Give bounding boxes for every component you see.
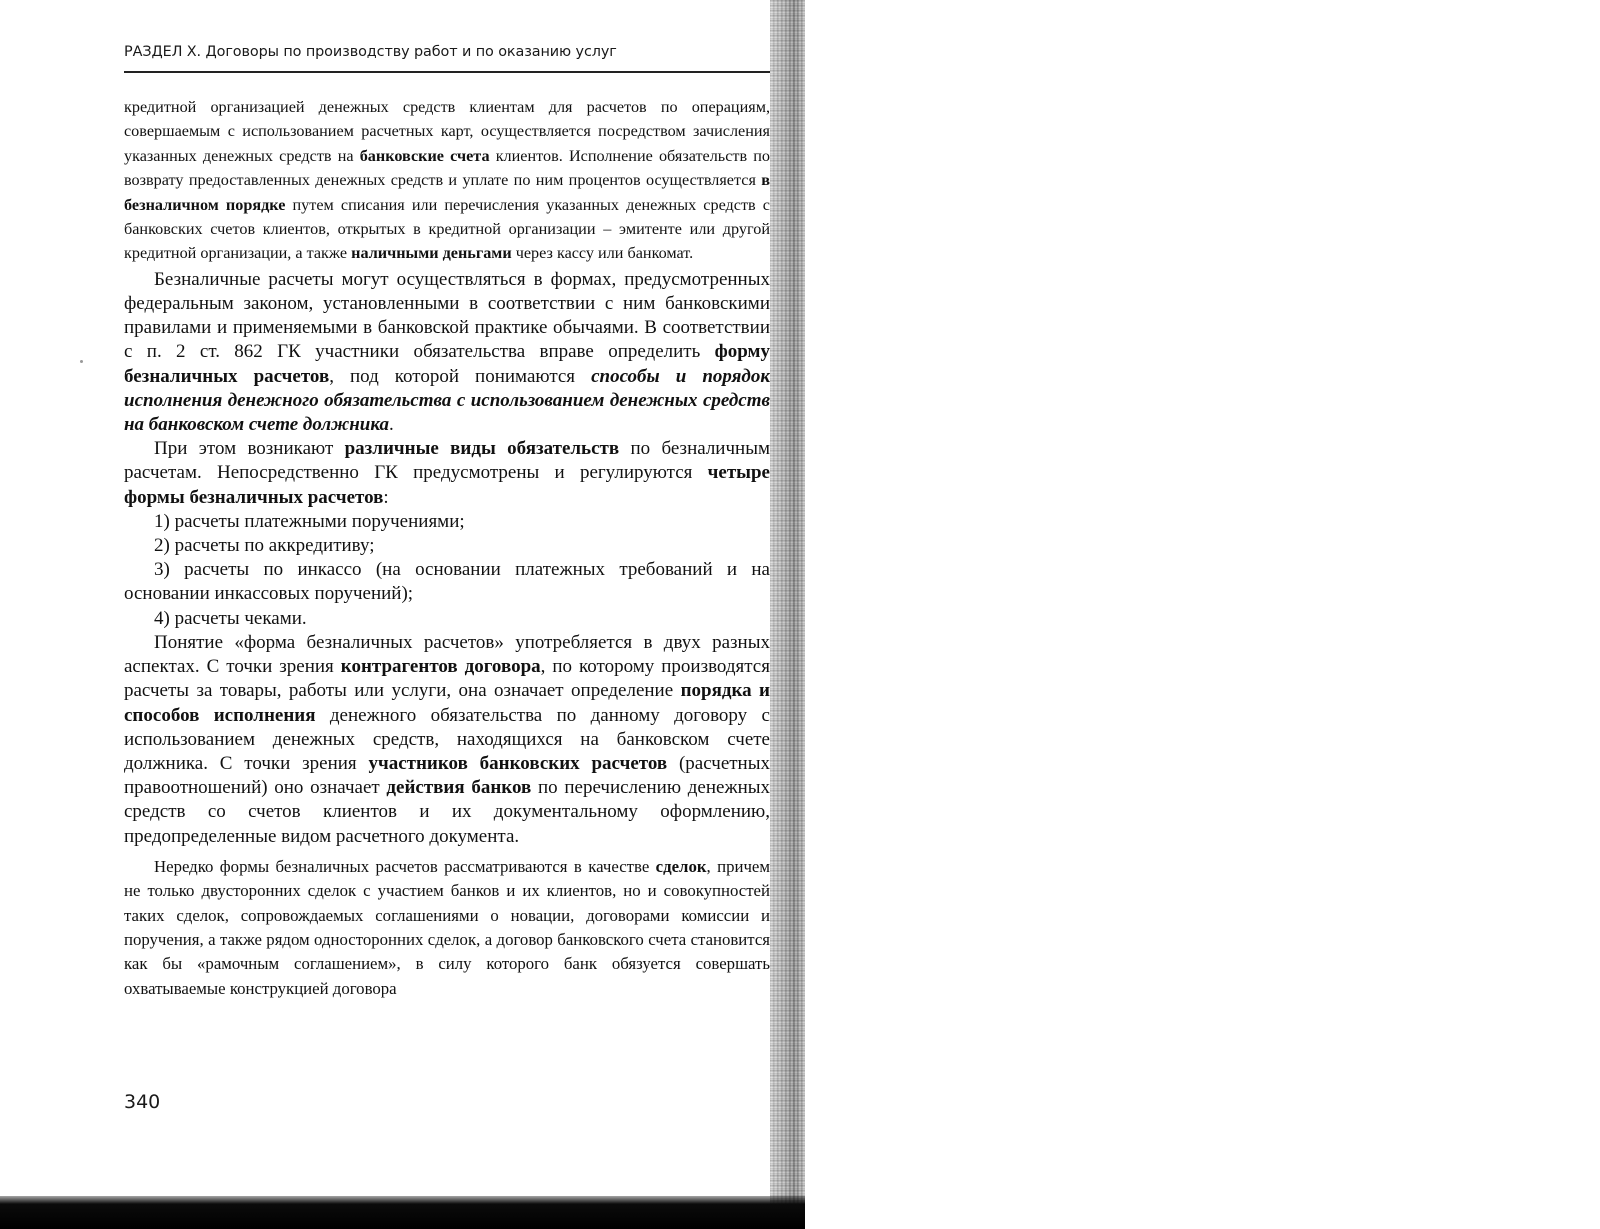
text-run: При этом возникают — [154, 438, 345, 460]
paragraph — [124, 437, 770, 510]
emphasis-text: участников банковских расчетов — [368, 752, 668, 774]
emphasis-text: порядка и способов исполнения — [124, 680, 771, 726]
text-run: путем списания или перечисления указанных денежных средств с банковских счетов клиентов, открытых в кредитной организации – эмитенте или другой кредитной организации, а также — [124, 195, 770, 263]
text-run: Понятие «форма безналичных расчетов» употребляется в двух разных аспектах. С точки зрения — [124, 631, 770, 678]
text-run: (расчетных правоотношений) оно означает — [124, 752, 770, 799]
text-run: 1) расчеты платежными поручениями; — [154, 510, 465, 532]
list-item — [124, 607, 770, 631]
text-run: по безналичным расчетам. Непосредственно ГК предусмотрены и регулируются — [124, 438, 770, 484]
text-run: , причем не только двусторонних сделок с участием банков и их клиентов, но и совокупностей таких сделок, сопровождаемых соглашениями о новации, договорами комиссии и поручения, а также рядом односторонних сделок, а договор банковского счета становится как бы «рамочным соглашением», в силу которого банк обязуется совершать охватываемые конструкцией договора — [124, 856, 770, 998]
paragraph — [124, 268, 770, 437]
running-head: РАЗДЕЛ X. Договоры по производству работ и по оказанию услуг — [124, 44, 617, 60]
paragraph — [124, 855, 770, 1001]
text-run: денежного обязательства по данному договору с использованием денежных средств, находящихся на банковском счете должника. С точки зрения — [124, 704, 770, 774]
binding-gutter — [770, 0, 805, 1229]
list-item — [124, 558, 770, 606]
emphasis-text: различные виды обязательств — [344, 438, 620, 460]
emphasis-text: сделок — [655, 856, 707, 876]
text-run: . — [388, 414, 394, 436]
text-run: , по которому производятся расчеты за товары, работы или услуги, она означает определение — [124, 656, 770, 702]
paragraph — [124, 95, 770, 266]
text-run: по перечислению денежных средств со счетов клиентов и их документальному оформлению, предопределенные видом расчетного документа. — [124, 777, 770, 847]
text-run: 3) расчеты по инкассо (на основании платежных требований и на основании инкассовых поручений); — [124, 559, 770, 605]
scan-bottom-shadow — [0, 1196, 805, 1229]
text-run: через кассу или банкомат. — [511, 244, 694, 263]
text-run: кредитной организацией денежных средств клиентам для расчетов по операциям, совершаемым с использованием расчетных карт, осуществляется посредством зачисления указанных денежных средств на — [124, 98, 770, 165]
text-run: : — [383, 486, 389, 508]
emphasis-text: наличными деньгами — [351, 244, 512, 263]
emphasis-text: четыре формы безналичных расчетов — [124, 462, 770, 508]
emphasis-text: в безналичном порядке — [124, 171, 770, 214]
page-number: 340 — [124, 1091, 161, 1113]
list-item — [124, 510, 770, 534]
emphasis-text: банковские счета — [359, 146, 490, 165]
text-run: Безналичные расчеты могут осуществляться в формах, предусмотренных федеральным законом, установленными в соответствии с ним банковскими правилами и применяемыми в банковской практике обычаями. В соответствии с п. 2 ст. 862 ГК участники обязательства вправе определить — [124, 268, 770, 363]
header-rule — [124, 71, 770, 73]
text-run: , под которой понимаются — [329, 365, 592, 387]
body-text — [124, 95, 770, 1001]
list-item — [124, 534, 770, 558]
paragraph — [124, 631, 770, 849]
emphasis-text: способы и порядок исполнения денежного обязательства с использованием денежных средств на банковском счете должника — [124, 365, 770, 436]
emphasis-text: форму безналичных расчетов — [124, 341, 770, 387]
emphasis-text: контрагентов договора — [340, 656, 541, 678]
scan-speck — [80, 360, 83, 363]
text-run: 4) расчеты чеками. — [154, 607, 307, 629]
text-run: клиентов. Исполнение обязательств по возврату предоставленных денежных средств и уплате по ним процентов осуществляется — [124, 146, 770, 190]
text-run: Нередко формы безналичных расчетов рассматриваются в качестве — [154, 856, 656, 876]
text-run: 2) расчеты по аккредитиву; — [154, 535, 375, 557]
emphasis-text: действия банков — [386, 777, 532, 799]
